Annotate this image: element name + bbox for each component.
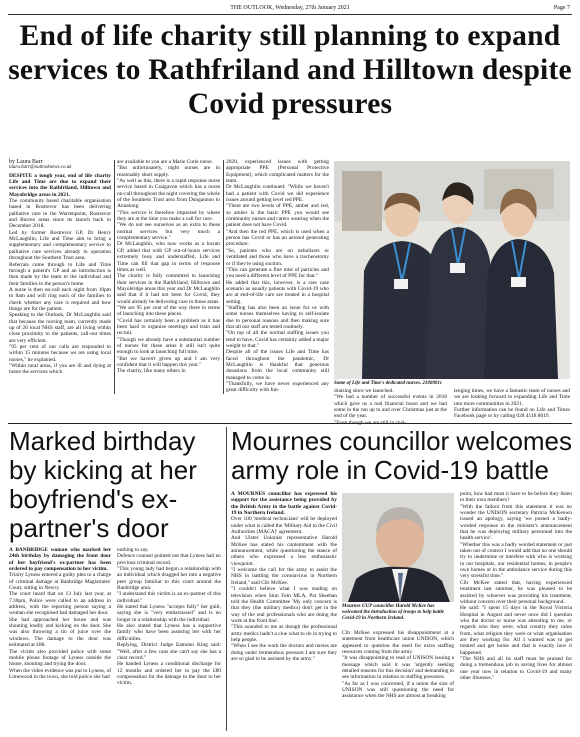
paragraph: Referrals come through to Life and Time through a patient's GP and an introduction is then made by the team to the individual and their families in the person's home. — [9, 261, 111, 287]
paragraph: Cllr McKee expressed his disappointment at a statement from healthcare union UNISON, which appeared to question the need for extra staffing resources coming from the army. — [342, 630, 454, 656]
paragraph: "We do not see ourselves as an extra to these normal services but very much a complementary service." — [117, 222, 220, 242]
nurses-photo-image — [334, 161, 570, 379]
paragraph: are available to you are a Marie Curie nurse. — [117, 159, 213, 165]
paragraph: "We are 95 per cent of the way there in terms of launching into these places. — [117, 304, 220, 318]
paragraph: A BANBRIDGE woman who marked her 24th birthday by damaging the front door of her boyfriend's ex-partner has been ordered to pay compensation to her victim. — [9, 547, 111, 573]
nurses-photo-caption: Some of Life and Time's dedicated nurses. 2100901c — [334, 381, 443, 386]
story1-col3 — [226, 159, 329, 395]
story-divider — [226, 427, 227, 731]
story1-col2 — [117, 159, 220, 395]
story2-col1 — [9, 547, 111, 733]
paragraph: He stated that Lyness "accepts fully" her guilt, saying she is "very embarrassed" and is no longer in a relationship with the individual. — [117, 604, 221, 623]
paragraph: Despite all of the issues Life and Time has faced throughout the pandemic, Dr McLaughlin is thankful that generous donations from the local community still managed to come in. — [226, 349, 329, 381]
councillor-photo — [342, 493, 454, 602]
paragraph: "As well as this, there is a rapid response nurse service based in Craigavon which has a nurse on-call throughout the night covering the whole of the Southern Trust area from Dungannon to Annalong. — [117, 178, 220, 210]
paragraph: Cllr McKee stated that, having experienced treatment last summer, he was pleased to be assisted by whoever was providing his treatment, without concern over their personal background. — [460, 579, 572, 605]
paragraph: "We had a number of successful events in 2018 which gave us a real financial boost and we had some in the run up to and over Christmas just at the end of the year. — [334, 394, 447, 420]
paragraph: A MOURNES councillor has expressed his support for the assistance being provided by the British Army in the battle against Covid-19 in Northern Ireland. — [231, 491, 337, 517]
paragraph: "With the fallout from this statement it was no wonder the UNISON secretary Patricia McKeown issued an apology, saying 'we posted a badly-worded response to the minister's announcement that he was deploying military personnel into the health service'. — [460, 503, 572, 542]
paragraph: "This can generate a fine mist of particles and you need a different level of PPE for that." — [226, 266, 329, 280]
section-divider — [8, 423, 572, 424]
story1-col5 — [454, 388, 570, 420]
nurses-photo — [334, 161, 570, 379]
story3-col3 — [460, 491, 572, 733]
paragraph: nothing to say. — [117, 547, 149, 553]
paragraph: "There are two levels of PPE, amber and red, so amber is the basic PPE you would see community nurses and carers wearing when the patient does not have Covid. — [226, 203, 329, 229]
paragraph: "Staffing has also been an issue for us with some nurses themselves having to self-isolate due to personal reasons and then making sure that all our staff are tested routinely. — [226, 304, 329, 330]
paragraph: "Even though we are still in chal- — [334, 419, 407, 426]
story3-col2 — [342, 630, 454, 733]
paragraph: Defence counsel pointed out that Lyness had no previous criminal record. — [117, 553, 221, 566]
paragraph: "Covid has certainly been a problem as it has been hard to organise meetings and train and recruit. — [117, 317, 220, 337]
story1-headline: End of life charity still planning to expand services to Rathfriland and Hilltown despite Covid pressures — [8, 20, 572, 120]
paragraph: point, how bad must it have to be before they listen to their own members? — [460, 491, 572, 504]
paragraph: "I understand this victim is an ex-partner of this individual." — [117, 591, 221, 604]
paragraph: She had approached her house and was shouting loudly and kicking on the door. She was also throwing a tin of juice over the windows. The damage to the door was estimated at £80. — [9, 616, 111, 649]
paragraph: He added that this, however, is a rare case scenario as usually patients with Covid-19 who are at end-of-life care are treated in a hospital setting. — [226, 279, 329, 305]
paragraph: The community based charitable organisation based in Rostrevor has been delivering palliative care in the Warrenpoint, Rostrevor and Burren areas since its launch back in December 2018. — [9, 198, 111, 230]
page-header — [8, 2, 572, 15]
byline: by Laura Barr — [9, 159, 43, 165]
story1-col4 — [334, 388, 447, 426]
paragraph: "Within rural areas, if you are ill and dying at home the services which — [9, 363, 111, 376]
paragraph: Replying, District Judge Eamonn King said: "Well, after a few cans she can't say she has a clear record." — [117, 642, 221, 661]
paragraph: DESPITE a tough year, end of life charity Life and Time are due to expand their services into the Rathfriland, Hilltown and Mayobridge areas in 2021. — [9, 172, 111, 198]
paragraph: Further information can be found on Life and Times Facebook page or by calling 028 4118 8019. — [454, 407, 570, 420]
paragraph: The charity, like many others in — [117, 368, 186, 375]
councillor-photo-caption: Mournes UUP councillor Harold McKee has welcomed the introduction of troops to help battle Covid-19 in Northern Ireland. — [342, 604, 445, 621]
paragraph: Over 100 'medical technicians' will be deployed under what is called the 'Military Aid to the Civil Authorities (MACA)' agreement. — [231, 516, 337, 536]
paragraph: He also stated that Lyness has a supportive family who have been assisting her with her difficulties. — [117, 623, 221, 642]
paragraph: And Ulster Unionist representative Harold McKee has stated his contentment with the announcement, while questioning the stance of others who expressed a less enthusiastic viewpoint. — [231, 535, 337, 567]
paragraph: "Thankfully, we have never experienced any great difficulty with fun- — [226, 381, 329, 394]
paragraph: Trinity Lyness entered a guilty plea to a charge of criminal damage at Banbridge Magistrates' Court, sitting in Newry. — [9, 572, 111, 592]
paragraph: Speaking to the Outlook, Dr McLaughlin said that because the nursing team, currently made up of 20 local NHS staff, are all living within close proximity to the patients, call-out times are very efficient. — [9, 312, 111, 344]
paragraph: "This sounded to me as though the professional army medics hadn't a clue what to do in trying to help people. — [231, 624, 337, 643]
paragraph: "It was disappointing to read of UNISON issuing a message which said it was 'urgently seeking detailed reasons for this decision' and demanding to see information in relation to staffing pressures. — [342, 655, 454, 681]
byline-email: laura.barr@outlooknews.co.uk — [9, 165, 72, 171]
paragraph: Led by former Rostrevor GP, Dr Henry McLaughlin, Life and Time aim to bring a supplementary and complementary service to palliative care services already in operation throughout the Southern Trust area. — [9, 229, 111, 262]
paragraph: "I welcome the call for the army to assist the NHS in battling the coronavirus in Northern Ireland," said Cllr McKee. — [231, 567, 337, 586]
paragraph: "This young lady had begun a relationship with an individual which dragged her into a negative peer group familiar to this court around the Banbridge area. — [117, 566, 221, 592]
paper-date: THE OUTLOOK, Wednesday, 27th January 2021 — [230, 5, 350, 11]
paragraph: "Whether this was a badly worded statement or just taken out of context I would add that no one should try to undermine or interfere with who is working in our hospitals, our residential homes, in people's own homes or in the ambulance service during this very stressful time." — [460, 541, 572, 580]
story1-col1 — [9, 159, 111, 395]
paragraph: draising since we launched. — [334, 388, 394, 394]
paragraph: "But unfortunately, night nurses are in reasonably short supply. — [117, 165, 220, 178]
paragraph: "Though we already have a substantial number of nurses for these areas it still isn't quite enough to look at launching full time. — [117, 336, 220, 356]
paragraph: "When I see the work the doctors and nurses are doing under tremendous pressure I am sure they are so glad to be assisted by the army." — [231, 643, 337, 662]
paragraph: "I couldn't believe what I was reading on television when Sinn Fein MLA, Pat Sheehan told the Health Committee 'My only concern is that they (the military medics) don't get in the way of the real professionals who are doing the work at the front line'. — [231, 586, 337, 624]
paragraph: He said: "I spent 15 days in the Royal Victoria Hospital in August and never once did I question who the doctor or nurse was attending to me, or regards who they were, what country they came from, what religion they were or what organisation are they working for. All I wanted was to get treated and get home and that is exactly how it happened. — [460, 605, 572, 656]
paragraph: "The NHS and all its staff must be praised for doing a tremendous job in saving lives for almost one year now in relation to Covid-19 and many other illnesses." — [460, 655, 572, 681]
story3-col1 — [231, 491, 337, 733]
paragraph: The charity is fully committed to launching their services in the Rathfriland, Hilltown and Mayobridge areas this year and Dr McLaughlin said that if it had not been for Covid, they would already be delivering care in those areas. — [117, 273, 220, 305]
story3-headline: Mournes councillor welcomes army role in Covid-19 battle — [231, 426, 573, 485]
paragraph: Dr McLaughlin continued: "While we haven't had a patient with Covid we did experience issues around getting level red PPE. — [226, 184, 329, 204]
paragraph: "And then the red PPE, which is used when a person has Covid or has an aerosol generating procedure. — [226, 228, 329, 248]
story2-headline: Marked birthday by kicking at her boyfriend's ex-partner's door — [9, 426, 197, 543]
paragraph: "On top of all the normal staffing issues you tend to have, Covid has certainly added a major weight to that." — [226, 330, 329, 349]
councillor-photo-image — [342, 493, 454, 602]
paragraph: Dr McLaughlin, who now works as a locum GP, added that with GP out-of-hours services extremely busy and understaffed, Life and Time can fill that gap in terms of response times as well. — [117, 241, 220, 273]
story2-col2 — [117, 547, 221, 733]
paragraph: "This service is therefore impacted by where they are at the time you make a call for care. — [117, 209, 220, 223]
paragraph: When the video evidence was put to Lyness, of Limewood in the town, she told police she had — [9, 667, 111, 680]
column-divider — [114, 160, 115, 394]
paragraph: "But we haven't given up and I am very confident that it will happen this year." — [117, 355, 220, 368]
paragraph: The court heard that on 13 July last year, at 7.30pm, Police were called to an address in address, with the reporting person saying a woman she recognised had damaged her door. — [9, 591, 111, 617]
page-number: Page 7 — [553, 5, 570, 11]
paragraph: He handed Lyness a conditional discharge for 12 months and ordered her to pay the £80 compensation for the damage to the door to her victim. — [117, 661, 221, 687]
paragraph: The victim also provided police with some mobile phone footage of Lyness outside the house, shouting and trying the door. — [9, 648, 111, 668]
column-divider — [223, 160, 224, 394]
paragraph: "95 per cent of our calls are responded to within 15 minutes because we are using local nurses," he explained. — [9, 343, 111, 363]
paragraph: 2020, experienced issues with getting appropriate PPE (Personal Protective Equipment), which complicated matters for the team. — [226, 159, 329, 185]
paragraph: lenging times, we have a fantastic team of nurses and we are looking forward to expanding Life and Time into more communities in 2021. — [454, 388, 570, 407]
paragraph: "So, patients who are on nebulisers or ventilated and those who have a tracheostomy or if they're using suction. — [226, 247, 329, 267]
paragraph: A nurse is then on-call each night from 10pm to 8am and will ring each of the families to check whether any care is required and how things are for the patient. — [9, 286, 111, 312]
paragraph: "As far as I was concerned, if a union the size of UNISON was still questioning the need for assistance when the NHS are almost at breaking — [342, 680, 454, 700]
